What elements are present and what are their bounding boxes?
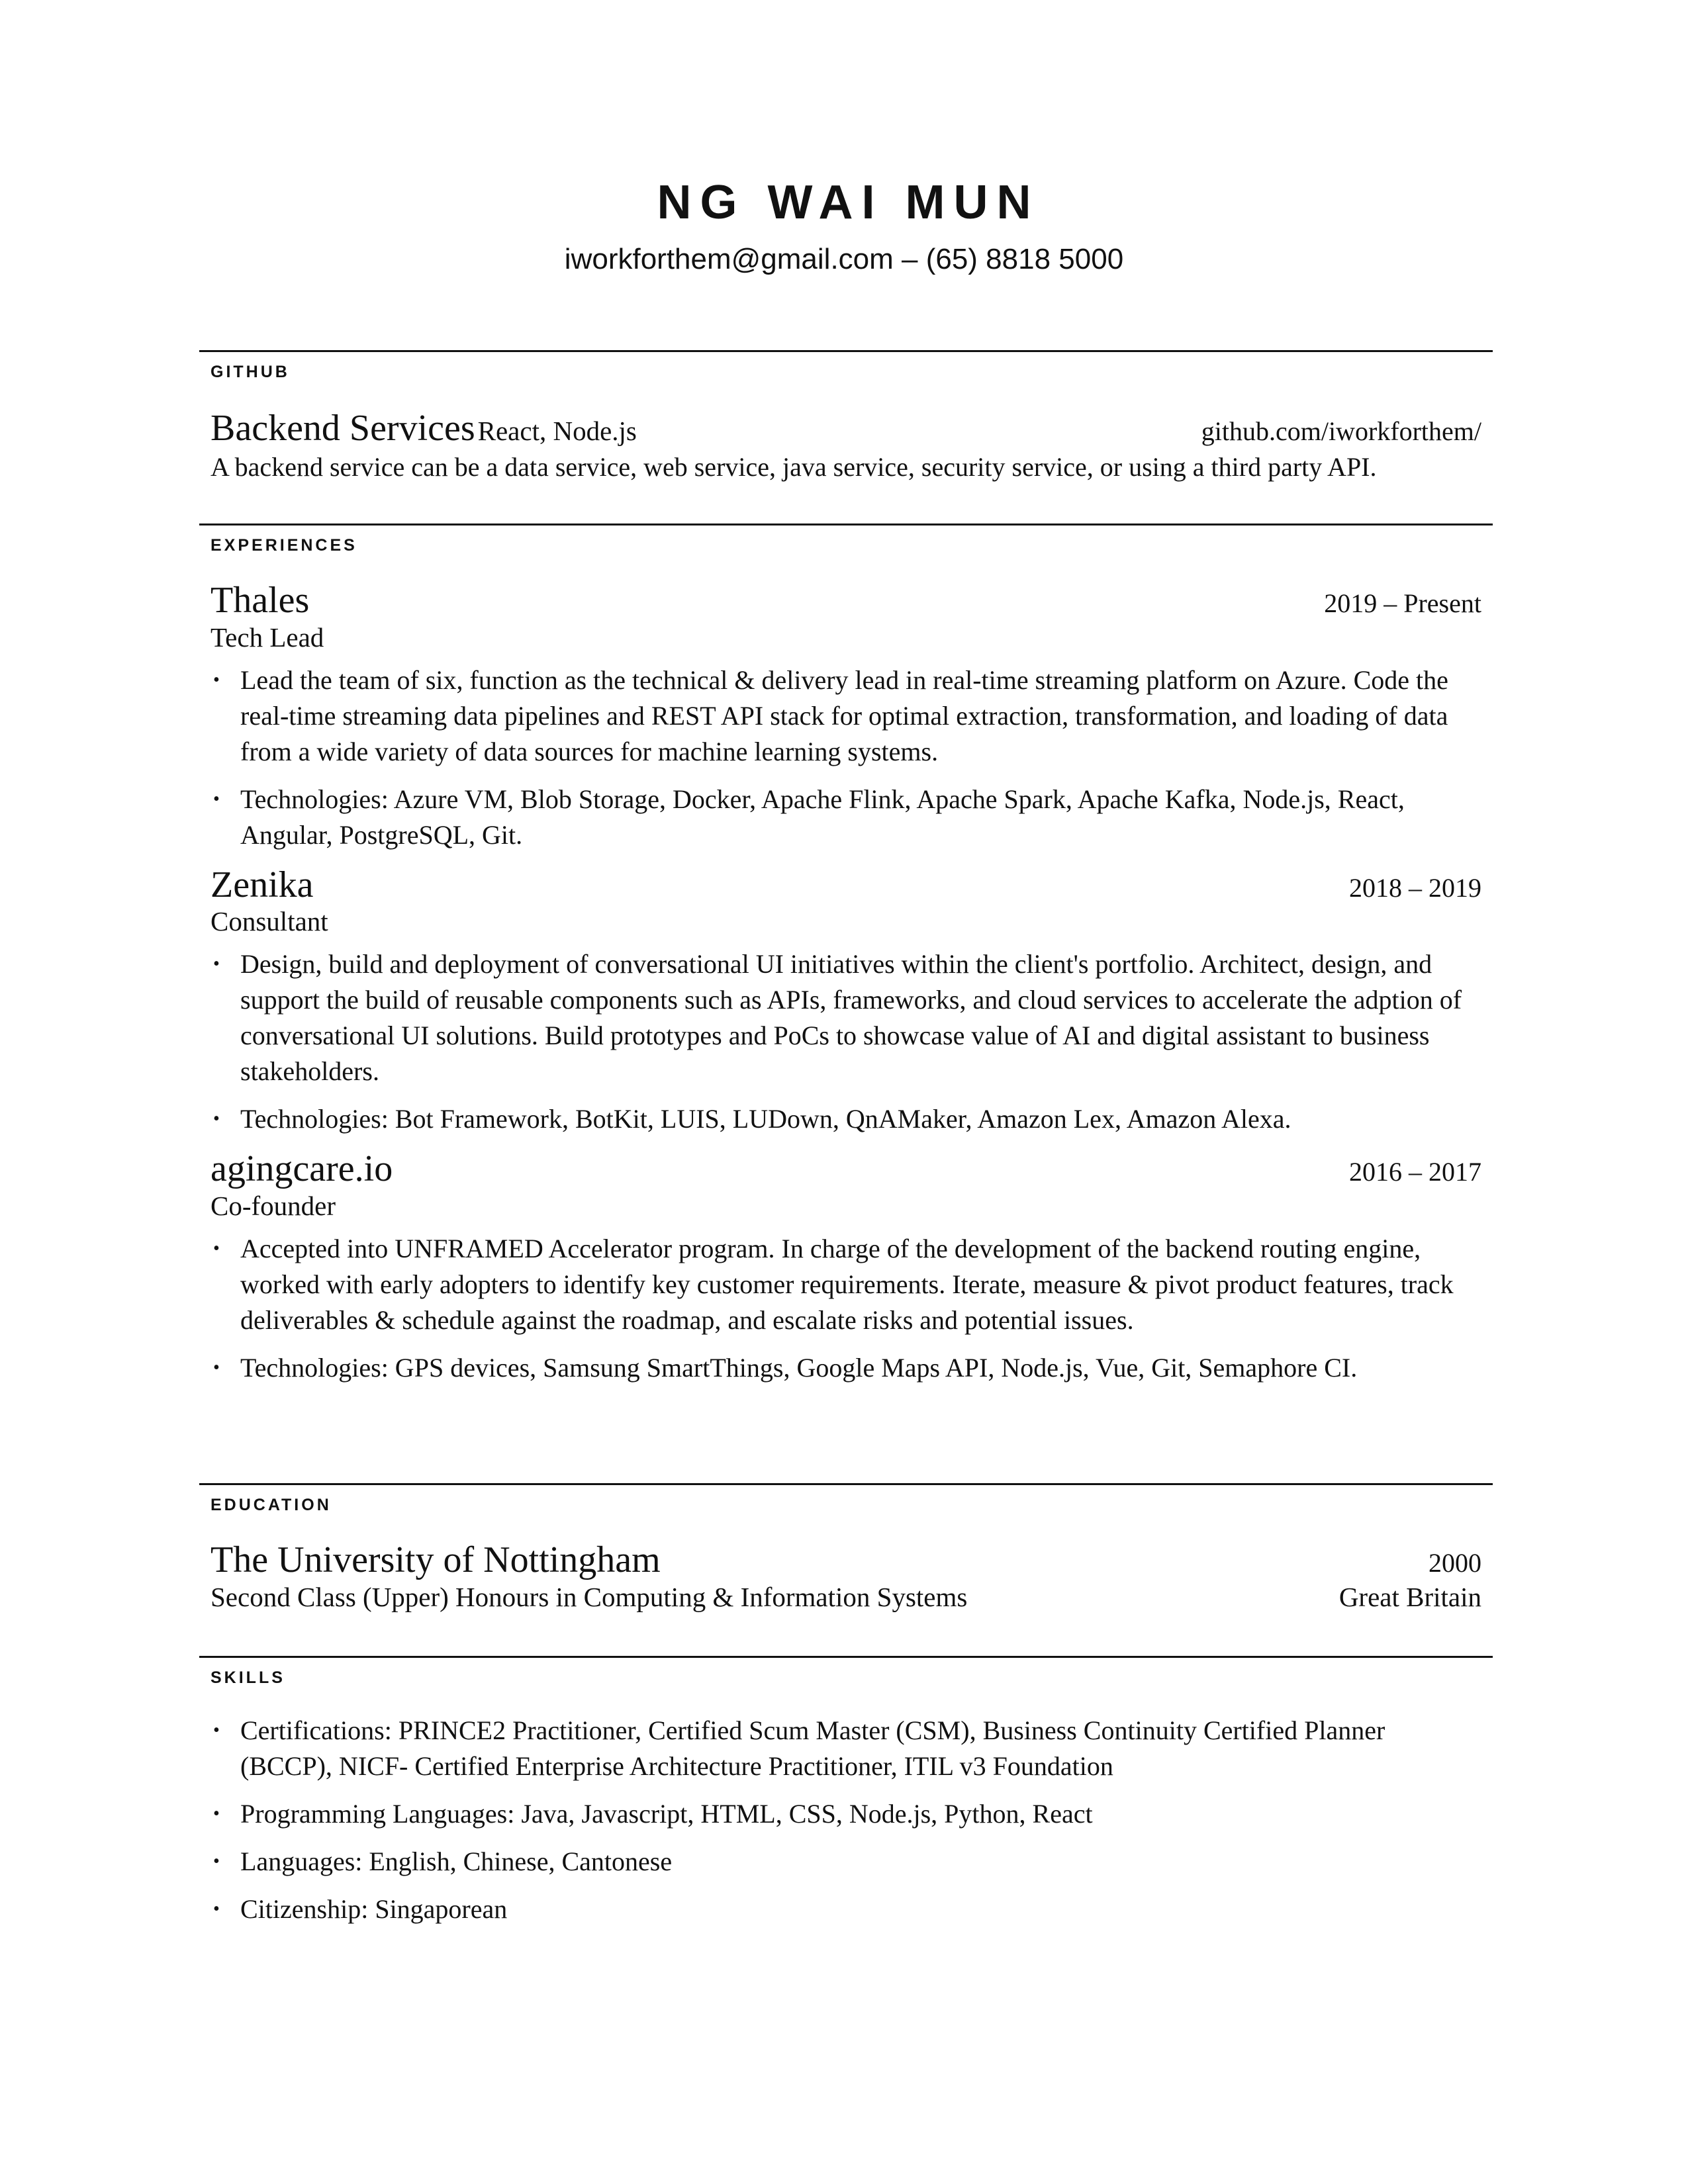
bullet-icon: • <box>213 1803 220 1824</box>
bullet-icon: • <box>213 1720 220 1741</box>
skills-list <box>211 1713 1481 1927</box>
bullet-icon: • <box>213 1357 220 1378</box>
company-name: Zenika <box>211 864 314 905</box>
list-item: • Technologies: Azure VM, Blob Storage, Docker, Apache Flink, Apache Spark, Apache Kafka, Node.js, React, Angular, PostgreSQL, Git. <box>211 782 1481 853</box>
date-range: 2016 – 2017 <box>1349 1157 1481 1187</box>
github-section <box>199 350 1493 485</box>
section-title-experiences: EXPERIENCES <box>211 536 357 555</box>
list-item: • Certifications: PRINCE2 Practitioner, Certified Scum Master (CSM), Business Continuity Certified Planner (BCCP), NICF- Certified Enterprise Architecture Practitioner, ITIL v3 Foundation <box>211 1713 1481 1784</box>
project-link[interactable]: github.com/iworkforthem/ <box>1201 416 1481 446</box>
job-role: Consultant <box>211 906 328 937</box>
school-location: Great Britain <box>1338 1581 1481 1612</box>
contact-line: iworkforthem@gmail.com – (65) 8818 5000 <box>564 243 1124 275</box>
skills-section <box>199 1656 1493 1939</box>
date-range: 2018 – 2019 <box>1349 872 1481 903</box>
bullet-icon: • <box>213 1109 220 1130</box>
school-name: The University of Nottingham <box>211 1539 661 1580</box>
experience-entry <box>199 1149 1493 1386</box>
bullet-icon: • <box>213 788 220 809</box>
date-range: 2019 – Present <box>1324 588 1481 618</box>
responsibility-list <box>211 1231 1481 1386</box>
project-description: A backend service can be a data service, web service, java service, security service, or using a third party API. <box>211 451 1377 482</box>
section-title-skills: SKILLS <box>211 1668 285 1687</box>
github-project-row <box>211 408 1481 449</box>
experience-entry <box>199 580 1493 853</box>
bullet-icon: • <box>213 1238 220 1259</box>
job-role: Co-founder <box>211 1190 336 1221</box>
list-item: • Languages: English, Chinese, Cantonese <box>211 1844 1481 1880</box>
list-item: • Lead the team of six, function as the technical & delivery lead in real-time streaming platform on Azure. Code the real-time streaming data pipelines and REST API stack for optimal extraction, transformation, and loading of data from a wide variety of data sources for machine learning systems. <box>211 662 1481 770</box>
section-title-education: EDUCATION <box>211 1496 332 1514</box>
list-item: • Accepted into UNFRAMED Accelerator program. In charge of the development of the backend routing engine, worked with early adopters to identify key customer requirements. Iterate, measure & pivot product features, track deliverables & schedule against the roadmap, and escalate risks and potential issues. <box>211 1231 1481 1338</box>
experiences-section <box>199 523 1493 1398</box>
list-item: • Programming Languages: Java, Javascript, HTML, CSS, Node.js, Python, React <box>211 1796 1481 1832</box>
bullet-icon: • <box>213 669 220 690</box>
list-item: • Citizenship: Singaporean <box>211 1891 1481 1927</box>
list-item: • Design, build and deployment of conversational UI initiatives within the client's portfolio. Architect, design, and support the build of reusable components such as APIs, frameworks, and cloud services to accelerate the adption of conversational UI solutions. Build prototypes and PoCs to showcase value of AI and digital assistant to business stakeholders. <box>211 946 1481 1089</box>
company-name: Thales <box>211 580 310 621</box>
section-title-github: GITHUB <box>211 363 290 381</box>
list-item: • Technologies: Bot Framework, BotKit, LUIS, LUDown, QnAMaker, Amazon Lex, Amazon Alexa. <box>211 1101 1481 1137</box>
project-name: Backend Services <box>211 408 475 449</box>
bullet-icon: • <box>213 1851 220 1872</box>
bullet-icon: • <box>213 1899 220 1919</box>
experience-entry <box>199 865 1493 1138</box>
project-tech: React, Node.js <box>477 416 637 446</box>
education-section <box>199 1483 1493 1613</box>
bullet-icon: • <box>213 954 220 975</box>
list-item: • Technologies: GPS devices, Samsung SmartThings, Google Maps API, Node.js, Vue, Git, Semaphore CI. <box>211 1350 1481 1386</box>
candidate-name: NG WAI MUN <box>657 176 1040 229</box>
resume-header <box>0 176 1688 275</box>
job-role: Tech Lead <box>211 621 324 653</box>
responsibility-list <box>211 662 1481 853</box>
responsibility-list <box>211 946 1481 1137</box>
company-name: agingcare.io <box>211 1148 393 1190</box>
graduation-year: 2000 <box>1429 1548 1481 1578</box>
degree: Second Class (Upper) Honours in Computing & Information Systems <box>211 1581 968 1612</box>
